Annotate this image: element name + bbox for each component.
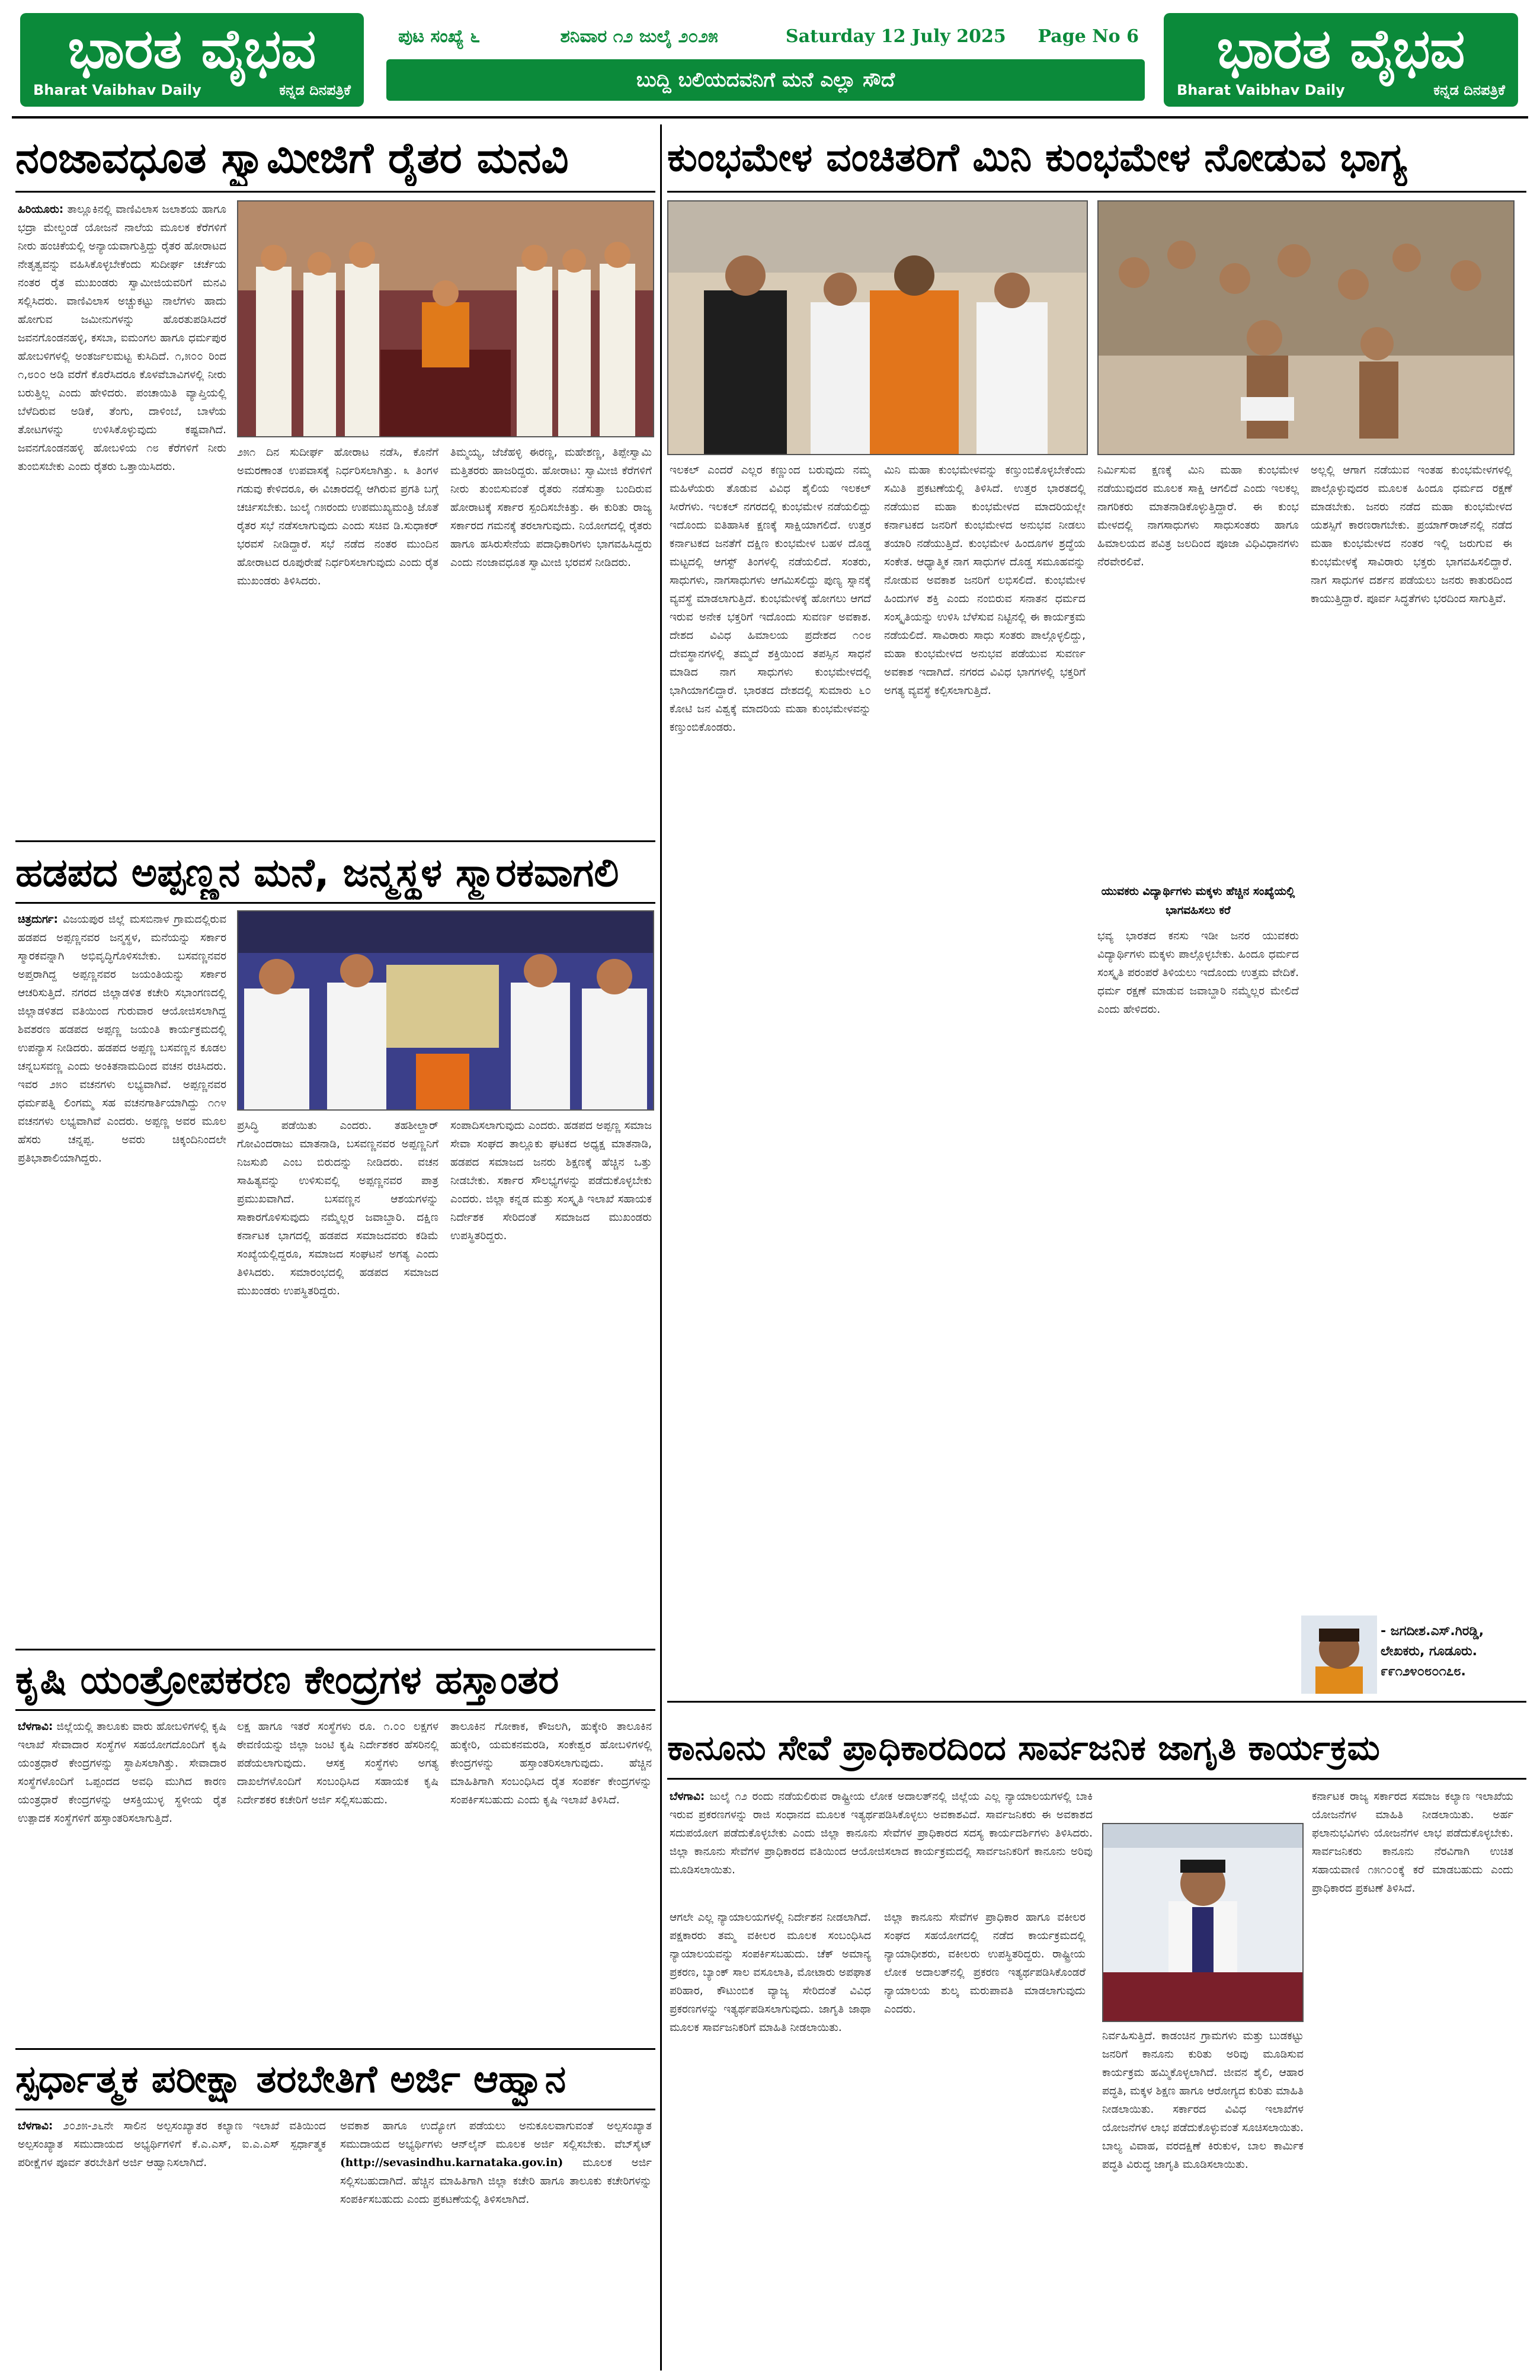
author-byline bbox=[1381, 1621, 1523, 1693]
river-bathing-crowd-photo-icon bbox=[1099, 201, 1513, 454]
headline-a5: ಕುಂಭಮೇಳ ವಂಚಿತರಿಗೆ ಮಿನಿ ಕುಂಭಮೇಳ ನೋಡುವ ಭಾಗ್ಯ bbox=[667, 135, 1407, 180]
masthead-english-name-right: Bharat Vaibhav Daily bbox=[1177, 82, 1345, 98]
slogan: ಬುದ್ದಿ ಬಲಿಯದವನಿಗೆ ಮನೆ ಎಲ್ಲಾ ಸೌದೆ bbox=[636, 68, 895, 92]
a4-column-1 bbox=[18, 2117, 326, 2366]
a5-column-2 bbox=[884, 461, 1086, 1700]
divider-a3-a4 bbox=[15, 2048, 655, 2050]
date-kn: ಶನಿವಾರ ೧೨ ಜುಲೈ ೨೦೨೫ bbox=[560, 25, 718, 47]
official-at-desk-photo-icon bbox=[1103, 1824, 1302, 2021]
a5-body-1: ಇಲಕಲ್ ಎಂದರೆ ಎಲ್ಲರ ಕಣ್ಣುಂದ ಬರುವುದು ನಮ್ಮ ಮಹಿಳೆಯರು ತೊಡುವ ವಿವಿಧ ಶೈಲಿಯ ಇಲಕಲ್ ಸೀರೆಗಳು. ಇಲಕಲ್ ನಗರದಲ್ಲಿ ಕುಂಭಮೇಳ ನಡೆಯಲಿದ್ದು ಇದೊಂದು ಐತಿಹಾಸಿಕ ಕ್ಷಣಕ್ಕೆ ಸಾಕ್ಷಿಯಾಗಲಿದೆ. ಉತ್ತರ ಕರ್ನಾಟಕದ ಜನತೆಗೆ ದಕ್ಷಿಣ ಕುಂಭಮೇಳ ಬಹಳ ದೊಡ್ಡ ಮಟ್ಟದಲ್ಲಿ ಆಗಸ್ಟ್ ತಿಂಗಳಲ್ಲಿ ನಡೆಯಲಿದೆ. ಸಂತರು, ಸಾಧುಗಳು, ನಾಗಸಾಧುಗಳು ಆಗಮಿಸಲಿದ್ದು ಪುಣ್ಯ ಸ್ನಾನಕ್ಕೆ ವ್ಯವಸ್ಥೆ ಮಾಡಲಾಗುತ್ತಿದೆ. ಕುಂಭಮೇಳಕ್ಕೆ ಹೋಗಲು ಆಗದೆ ಇರುವ ಅನೇಕ ಭಕ್ತರಿಗೆ ಇದೊಂದು ಸುವರ್ಣ ಅವಕಾಶ. ದೇಶದ ವಿವಿಧ ಹಿಮಾಲಯ ಪ್ರದೇಶದ ೧೦೮ ದೇವಸ್ಥಾನಗಳಲ್ಲಿ ತಮ್ಮದೆ ಶಕ್ತಿಯಿಂದ ತಪಸ್ಸಿನ ಸಾಧನೆ ಮಾಡಿದ ನಾಗ ಸಾಧುಗಳು ಕುಂಭಮೇಳದಲ್ಲಿ ಭಾಗಿಯಾಗಲಿದ್ದಾರೆ. ಭಾರತದ ದೇಶದಲ್ಲಿ ಸುಮಾರು ೬೦ ಕೋಟಿ ಜನ ವಿಶ್ವಕ್ಕೆ ಮಾದರಿಯ ಮಹಾ ಕುಂಭಮೇಳವನ್ನು ಕಣ್ತುಂಬಿಕೊಂಡರು. bbox=[670, 464, 871, 734]
a5-body-3b: ಭವ್ಯ ಭಾರತದ ಕನಸು ಇಡೀ ಜನರ ಯುವಕರು ವಿದ್ಯಾರ್ಥಿಗಳು ಮಕ್ಕಳು ಪಾಲ್ಗೊಳ್ಳಬೇಕು. ಹಿಂದೂ ಧರ್ಮದ ಸಂಸ್ಕೃತಿ ಪರಂಪರೆ ತಿಳಿಯಲು ಇದೊಂದು ಉತ್ತಮ ವೇದಿಕೆ. ಧರ್ಮ ರಕ್ಷಣೆ ಮಾಡುವ ಜವಾಬ್ದಾರಿ ನಮ್ಮೆಲ್ಲರ ಮೇಲಿದೆ ಎಂದು ಹೇಳಿದರು. bbox=[1097, 930, 1299, 1016]
saints-procession-photo-icon bbox=[668, 201, 1087, 454]
a2-photo bbox=[237, 910, 654, 1111]
a3-column-1 bbox=[18, 1717, 226, 2040]
a1-body-2: ೨೫೧ ದಿನ ಸುದೀರ್ಘ ಹೋರಾಟ ನಡೆಸಿ, ಕೊನೆಗೆ ಅಮರಣಾಂತ ಉಪವಾಸಕ್ಕೆ ನಿರ್ಧರಿಸಲಾಗಿತ್ತು. ೩ ತಿಂಗಳ ಗಡುವು ಕೇಳಿದರೂ, ಈ ವಿಚಾರದಲ್ಲಿ ಆಗಿರುವ ಪ್ರಗತಿ ಬಗ್ಗೆ ಚರ್ಚಿಸಬೇಕು. ಜುಲೈ ೧೫ರಂದು ಉಪಮುಖ್ಯಮಂತ್ರಿ ಜೊತೆ ರೈತರ ಸಭೆ ನಡೆಸಲಾಗುವುದು ಎಂದು ಸಚಿವ ಡಿ.ಸುಧಾಕರ್ ಭರವಸೆ ನೀಡಿದ್ದಾರೆ. ಸಭೆ ನಡೆದ ನಂತರ ಮುಂದಿನ ಹೋರಾಟದ ರೂಪುರೇಷೆ ನಿರ್ಧರಿಸಲಾಗುವುದು ಎಂದು ರೈತ ಮುಖಂಡರು ತಿಳಿಸಿದರು. bbox=[237, 446, 438, 587]
divider-a2-a3 bbox=[15, 1649, 655, 1650]
a4-body-2b: ಮೂಲಕ ಅರ್ಜಿ ಸಲ್ಲಿಸಬಹುದಾಗಿದೆ. ಹೆಚ್ಚಿನ ಮಾಹಿತಿಗಾಗಿ ಜಿಲ್ಲಾ ಕಚೇರಿ ಹಾಗೂ ತಾಲೂಕು ಕಚೇರಿಗಳನ್ನು ಸಂಪರ್ಕಿಸಬಹುದು ಎಂದು ಪ್ರಕಟಣೆಯಲ್ಲಿ ತಿಳಿಸಲಾಗಿದೆ. bbox=[340, 2157, 652, 2206]
masthead-tagline-right: ಕನ್ನಡ ದಿನಪತ್ರಿಕೆ bbox=[1433, 82, 1505, 98]
a5-photo-2 bbox=[1097, 200, 1515, 455]
author-role: ಲೇಖಕರು, ಗೂಡೂರು. bbox=[1381, 1644, 1478, 1659]
masthead-left bbox=[20, 13, 364, 107]
masthead-tagline: ಕನ್ನಡ ದಿನಪತ್ರಿಕೆ bbox=[279, 82, 351, 98]
page-number-en: Page No 6 bbox=[1038, 25, 1139, 47]
a4-dateline: ಬೆಳಗಾವಿ: bbox=[18, 2120, 53, 2132]
author-phone: ೯೯೧೨೪೦೮೦೧೭೮. bbox=[1381, 1664, 1466, 1679]
a6-body-1: ಜುಲೈ ೧೨ ರಂದು ನಡೆಯಲಿರುವ ರಾಷ್ಟ್ರೀಯ ಲೋಕ ಅದಾಲತ್‌ನಲ್ಲಿ ಜಿಲ್ಲೆಯ ಎಲ್ಲ ನ್ಯಾಯಾಲಯಗಳಲ್ಲಿ ಬಾಕಿ ಇರುವ ಪ್ರಕರಣಗಳನ್ನು ರಾಜಿ ಸಂಧಾನದ ಮೂಲಕ ಇತ್ಯರ್ಥಪಡಿಸಿಕೊಳ್ಳಲು ಅವಕಾಶವಿದೆ. ಸಾರ್ವಜನಿಕರು ಈ ಅವಕಾಶದ ಸದುಪಯೋಗ ಪಡೆದುಕೊಳ್ಳಬೇಕು ಎಂದು ಜಿಲ್ಲಾ ಕಾನೂನು ಸೇವೆಗಳ ಪ್ರಾಧಿಕಾರದ ಸದಸ್ಯ ಕಾರ್ಯದರ್ಶಿಗಳು ತಿಳಿಸಿದರು. ಜಿಲ್ಲಾ ಕಾನೂನು ಸೇವೆಗಳ ಪ್ರಾಧಿಕಾರದ ವತಿಯಿಂದ ಆಯೋಜಿಸಲಾದ ಕಾರ್ಯಕ್ರಮದಲ್ಲಿ ಸಾರ್ವಜನಿಕರಿಗೆ ಕಾನೂನು ಅರಿವು ಮೂಡಿಸಲಾಯಿತು. bbox=[670, 1790, 1093, 1876]
a5-body-3: ನಿರ್ಮಿಸುವ ಕ್ಷಣಕ್ಕೆ ಮಿನಿ ಮಹಾ ಕುಂಭಮೇಳ ನಡೆಯುವುದರ ಮೂಲಕ ಸಾಕ್ಷಿ ಆಗಲಿದೆ ಎಂದು ಇಲಕಲ್ಲ ನಾಗರಿಕರು ಮಾತನಾಡಿಕೊಳ್ಳುತ್ತಿದ್ದಾರೆ. ಈ ಕುಂಭ ಮೇಳದಲ್ಲಿ ನಾಗಸಾಧುಗಳು ಸಾಧುಸಂತರು ಹಾಗೂ ಹಿಮಾಲಯದ ಪವಿತ್ರ ಜಲದಿಂದ ಪೂಜಾ ವಿಧಿವಿಧಾನಗಳು ನೆರವೇರಲಿವೆ. bbox=[1097, 464, 1299, 568]
divider-a1-a2 bbox=[15, 840, 655, 842]
a2-body-1: ವಿಜಯಪುರ ಜಿಲ್ಲೆ ಮಸಬಿನಾಳ ಗ್ರಾಮದಲ್ಲಿರುವ ಹಡಪದ ಅಪ್ಪಣ್ಣನವರ ಜನ್ಮಸ್ಥಳ, ಮನೆಯನ್ನು ಸರ್ಕಾರ ಸ್ಮಾರಕವನ್ನಾಗಿ ಅಭಿವೃದ್ಧಿಗೊಳಿಸಬೇಕು. ಬಸವಣ್ಣನವರ ಅಪ್ತರಾಗಿದ್ದ ಅಪ್ಪಣ್ಣನವರ ಜಯಂತಿಯನ್ನು ಸರ್ಕಾರ ಆಚರಿಸುತ್ತಿದೆ. ನಗರದ ಜಿಲ್ಲಾಡಳಿತ ಕಚೇರಿ ಸಭಾಂಗಣದಲ್ಲಿ ಜಿಲ್ಲಾಡಳಿತದ ವತಿಯಿಂದ ಗುರುವಾರ ಆಯೋಜಿಸಲಾಗಿದ್ದ ಶಿವಶರಣ ಹಡಪದ ಅಪ್ಪಣ್ಣ ಜಯಂತಿ ಕಾರ್ಯಕ್ರಮದಲ್ಲಿ ಉಪನ್ಯಾಸ ನೀಡಿದರು. ಹಡಪದ ಅಪ್ಪಣ್ಣ ಬಸವಣ್ಣನ ಕೂಡಲ ಚನ್ನಬಸವಣ್ಣ ಎಂದು ಅಂಕಿತನಾಮದಿಂದ ವಚನ ರಚಿಸಿದರು. ಇವರ ೨೫೦ ವಚನಗಳು ಲಭ್ಯವಾಗಿವೆ. ಅಪ್ಪಣ್ಣನವರ ಧರ್ಮಪತ್ನಿ ಲಿಂಗಮ್ಮ ಸಹ ವಚನಗಾರ್ತಿಯಾಗಿದ್ದು ೧೧೪ ವಚನಗಳು ಲಭ್ಯವಾಗಿವೆ ಎಂದರು. ಅಪ್ಪಣ್ಣ ಅವರ ಮೂಲ ಹೆಸರು ಚನ್ನಪ್ಪ. ಅವರು ಚಿಕ್ಕಂದಿನಿಂದಲೇ ಪ್ರತಿಭಾಶಾಲಿಯಾಗಿದ್ದರು. bbox=[18, 913, 226, 1165]
a3-body-3: ತಾಲೂಕಿನ ಗೋಕಾಕ, ಕೌಜಲಗಿ, ಹುಕ್ಕೇರಿ ತಾಲೂಕಿನ ಹುಕ್ಕೇರಿ, ಯಮಕನಮರಡಿ, ಸಂಕೇಶ್ವರ ಹೋಬಳಿಗಳಲ್ಲಿ ಕೇಂದ್ರಗಳನ್ನು ಹಸ್ತಾಂತರಿಸಲಾಗುವುದು. ಹೆಚ್ಚಿನ ಮಾಹಿತಿಗಾಗಿ ಸಂಬಂಧಿಸಿದ ರೈತ ಸಂಪರ್ಕ ಕೇಂದ್ರಗಳನ್ನು ಸಂಪರ್ಕಿಸಬಹುದು ಎಂದು ಕೃಷಿ ಇಲಾಖೆ ತಿಳಿಸಿದೆ. bbox=[450, 1720, 652, 1806]
a1-dateline: ಹಿರಿಯೂರು: bbox=[18, 203, 64, 216]
a6-column-2 bbox=[670, 1908, 871, 2368]
a2-body-3: ಸಂಪಾದಿಸಲಾಗುವುದು ಎಂದರು. ಹಡಪದ ಅಪ್ಪಣ್ಣ ಸಮಾಜ ಸೇವಾ ಸಂಘದ ತಾಲ್ಲೂಕು ಘಟಕದ ಅಧ್ಯಕ್ಷ ಮಾತನಾಡಿ, ಹಡಪದ ಸಮಾಜದ ಜನರು ಶಿಕ್ಷಣಕ್ಕೆ ಹೆಚ್ಚಿನ ಒತ್ತು ನೀಡಬೇಕು. ಸರ್ಕಾರ ಸೌಲಭ್ಯಗಳನ್ನು ಪಡೆದುಕೊಳ್ಳಬೇಕು ಎಂದರು. ಜಿಲ್ಲಾ ಕನ್ನಡ ಮತ್ತು ಸಂಸ್ಕೃತಿ ಇಲಾಖೆ ಸಹಾಯಕ ನಿರ್ದೇಶಕ ಸೇರಿದಂತೆ ಸಮಾಜದ ಮುಖಂಡರು ಉಪಸ್ಥಿತರಿದ್ದರು. bbox=[450, 1119, 652, 1242]
a5-body-2: ಮಿನಿ ಮಹಾ ಕುಂಭಮೇಳವನ್ನು ಕಣ್ತುಂಬಿಕೊಳ್ಳಬೇಕೆಂದು ಸಮಿತಿ ಪ್ರಕಟಣೆಯಲ್ಲಿ ತಿಳಿಸಿದೆ. ಉತ್ತರ ಭಾರತದಲ್ಲಿ ನಡೆಯುವ ಮಹಾ ಕುಂಭಮೇಳದ ಮಾದರಿಯಲ್ಲೇ ಕರ್ನಾಟಕದ ಜನರಿಗೆ ಕುಂಭಮೇಳದ ಅನುಭವ ನೀಡಲು ತಯಾರಿ ನಡೆಯುತ್ತಿದೆ. ಕುಂಭಮೇಳ ಹಿಂದೂಗಳ ಶ್ರದ್ಧೆಯ ಸಂಕೇತ. ಆಧ್ಯಾತ್ಮಿಕ ನಾಗ ಸಾಧುಗಳ ದೊಡ್ಡ ಸಮೂಹವನ್ನು ನೋಡುವ ಅವಕಾಶ ಜನರಿಗೆ ಲಭಿಸಲಿದೆ. ಕುಂಭಮೇಳ ಹಿಂದುಗಳ ಶಕ್ತಿ ಎಂದು ನಂಬಿರುವ ಸನಾತನ ಧರ್ಮದ ಸಂಸ್ಕೃತಿಯನ್ನು ಉಳಿಸಿ ಬೆಳೆಸುವ ನಿಟ್ಟಿನಲ್ಲಿ ಈ ಕಾರ್ಯಕ್ರಮ ನಡೆಯಲಿದೆ. ಸಾವಿರಾರು ಸಾಧು ಸಂತರು ಪಾಲ್ಗೊಳ್ಳಲಿದ್ದು, ಮಹಾ ಕುಂಭಮೇಳದ ಅನುಭವ ಪಡೆಯುವ ಸುವರ್ಣ ಅವಕಾಶ ಇದಾಗಿದೆ. ನಗರದ ವಿವಿಧ ಭಾಗಗಳಲ್ಲಿ ಭಕ್ತರಿಗೆ ಅಗತ್ಯ ವ್ಯವಸ್ಥೆ ಕಲ್ಪಿಸಲಾಗುತ್ತಿದೆ. bbox=[884, 464, 1086, 697]
a6-body-2b: ಜಿಲ್ಲಾ ಕಾನೂನು ಸೇವೆಗಳ ಪ್ರಾಧಿಕಾರ ಹಾಗೂ ವಕೀಲರ ಸಂಘದ ಸಹಯೋಗದಲ್ಲಿ ನಡೆದ ಕಾರ್ಯಕ್ರಮದಲ್ಲಿ ನ್ಯಾಯಾಧೀಶರು, ವಕೀಲರು ಉಪಸ್ಥಿತರಿದ್ದರು. ರಾಷ್ಟ್ರೀಯ ಲೋಕ ಅದಾಲತ್‌ನಲ್ಲಿ ಪ್ರಕರಣ ಇತ್ಯರ್ಥಪಡಿಸಿಕೊಂಡರೆ ನ್ಯಾಯಾಲಯ ಶುಲ್ಕ ಮರುಪಾವತಿ ಮಾಡಲಾಗುವುದು ಎಂದರು. bbox=[884, 1911, 1086, 2016]
author-portrait-icon bbox=[1301, 1616, 1377, 1694]
a2-dateline: ಚಿತ್ರದುರ್ಗ: bbox=[18, 913, 58, 926]
a2-column-3 bbox=[450, 1117, 652, 1640]
a2-body-2: ಪ್ರಸಿದ್ಧಿ ಪಡೆಯಿತು ಎಂದರು. ತಹಶೀಲ್ದಾರ್ ಗೋವಿಂದರಾಜು ಮಾತನಾಡಿ, ಬಸವಣ್ಣನವರ ಅಪ್ಪಣ್ಣನಿಗೆ ನಿಜಸುಖಿ ಎಂಬ ಬಿರುದನ್ನು ನೀಡಿದರು. ವಚನ ಸಾಹಿತ್ಯವನ್ನು ಉಳಿಸುವಲ್ಲಿ ಅಪ್ಪಣ್ಣನವರ ಪಾತ್ರ ಪ್ರಮುಖವಾಗಿದೆ. ಬಸವಣ್ಣನ ಆಶಯಗಳನ್ನು ಸಾಕಾರಗೊಳಿಸುವುದು ನಮ್ಮೆಲ್ಲರ ಜವಾಬ್ದಾರಿ. ದಕ್ಷಿಣ ಕರ್ನಾಟಕ ಭಾಗದಲ್ಲಿ ಹಡಪದ ಸಮಾಜದವರು ಕಡಿಮೆ ಸಂಖ್ಯೆಯಲ್ಲಿದ್ದರೂ, ಸಮಾಜದ ಸಂಘಟನೆ ಅಗತ್ಯ ಎಂದು ತಿಳಿಸಿದರು. ಸಮಾರಂಭದಲ್ಲಿ ಹಡಪದ ಸಮಾಜದ ಮುಖಂಡರು ಉಪಸ್ಥಿತರಿದ್ದರು. bbox=[237, 1119, 438, 1297]
headline-a6: ಕಾನೂನು ಸೇವೆ ಪ್ರಾಧಿಕಾರದಿಂದ ಸಾರ್ವಜನಿಕ ಜಾಗೃತಿ ಕಾರ್ಯಕ್ರಮ bbox=[667, 1728, 1380, 1768]
a5-body-4: ಅಲ್ಲಲ್ಲಿ ಆಗಾಗ ನಡೆಯುವ ಇಂತಹ ಕುಂಭಮೇಳಗಳಲ್ಲಿ ಪಾಲ್ಗೊಳ್ಳುವುದರ ಮೂಲಕ ಹಿಂದೂ ಧರ್ಮದ ರಕ್ಷಣೆ ಮಾಡಬೇಕು. ಜನರು ನಡೆದ ಮಹಾ ಕುಂಭಮೇಳದ ಯಶಸ್ಸಿಗೆ ಕಾರಣರಾಗಬೇಕು. ಪ್ರಯಾಗ್‌ರಾಜ್‌ನಲ್ಲಿ ನಡೆದ ಮಹಾ ಕುಂಭಮೇಳದ ನಂತರ ಇಲ್ಲಿ ಜರುಗುವ ಈ ಕುಂಭಮೇಳಕ್ಕೆ ಸಾವಿರಾರು ಭಕ್ತರು ಭಾಗವಹಿಸಲಿದ್ದಾರೆ. ನಾಗ ಸಾಧುಗಳ ದರ್ಶನ ಪಡೆಯಲು ಜನರು ಕಾತುರದಿಂದ ಕಾಯುತ್ತಿದ್ದಾರೆ. ಪೂರ್ವ ಸಿದ್ಧತೆಗಳು ಭರದಿಂದ ಸಾಗುತ್ತಿವೆ. bbox=[1311, 464, 1512, 605]
a6-body-4: ಕರ್ನಾಟಕ ರಾಜ್ಯ ಸರ್ಕಾರದ ಸಮಾಜ ಕಲ್ಯಾಣ ಇಲಾಖೆಯ ಯೋಜನೆಗಳ ಮಾಹಿತಿ ನೀಡಲಾಯಿತು. ಅರ್ಹ ಫಲಾನುಭವಿಗಳು ಯೋಜನೆಗಳ ಲಾಭ ಪಡೆದುಕೊಳ್ಳಬೇಕು. ಸಾರ್ವಜನಿಕರು ಕಾನೂನು ನೆರವಿಗಾಗಿ ಉಚಿತ ಸಹಾಯವಾಣಿ ೧೫೧೦೦ಕ್ಕೆ ಕರೆ ಮಾಡಬಹುದು ಎಂದು ಪ್ರಾಧಿಕಾರದ ಪ್ರಕಟಣೆ ತಿಳಿಸಿದೆ. bbox=[1312, 1790, 1513, 1895]
a4-body-1: ೨೦೨೫-೨೬ನೇ ಸಾಲಿನ ಅಲ್ಪಸಂಖ್ಯಾತರ ಕಲ್ಯಾಣ ಇಲಾಖೆ ವತಿಯಿಂದ ಅಲ್ಪಸಂಖ್ಯಾತ ಸಮುದಾಯದ ಅಭ್ಯರ್ಥಿಗಳಿಗೆ ಕೆ.ಎ.ಎಸ್, ಐ.ಎ.ಎಸ್ ಸ್ಪರ್ಧಾತ್ಮಕ ಪರೀಕ್ಷೆಗಳ ಪೂರ್ವ ತರಬೇತಿಗೆ ಅರ್ಜಿ ಆಹ್ವಾನಿಸಲಾಗಿದೆ. bbox=[18, 2120, 326, 2169]
a6-column-4 bbox=[1312, 1787, 1513, 2368]
a1-body-3: ತಿಮ್ಮಯ್ಯ, ಜೆಜೆಹಳ್ಳಿ ಈರಣ್ಣ, ಮಹೇಶಣ್ಣ, ತಿಪ್ಪೇಸ್ವಾಮಿ ಮತ್ತಿತರರು ಹಾಜರಿದ್ದರು. ಹೋರಾಟ: ಸ್ವಾಮೀಜಿ ಕೆರೆಗಳಿಗೆ ನೀರು ತುಂಬಿಸುವಂತೆ ರೈತರು ನಡೆಸುತ್ತಾ ಬಂದಿರುವ ಹೋರಾಟಕ್ಕೆ ಸರ್ಕಾರ ಸ್ಪಂದಿಸಬೇಕಿತ್ತು. ಈ ಕುರಿತು ರಾಜ್ಯ ಸರ್ಕಾರದ ಗಮನಕ್ಕೆ ತರಲಾಗುವುದು. ನಿಯೋಗದಲ್ಲಿ ರೈತರು ಹಾಗೂ ಹಸಿರುಸೇನೆಯ ಪದಾಧಿಕಾರಿಗಳು ಭಾಗವಹಿಸಿದ್ದರು ಎಂದು ನಂಜಾವಧೂತ ಸ್ವಾಮೀಜಿ ಭರವಸೆ ನೀಡಿದರು. bbox=[450, 446, 652, 569]
a5-column-3b bbox=[1097, 927, 1299, 1698]
a1-column-1 bbox=[18, 200, 226, 833]
ceremony-photo-icon bbox=[238, 911, 653, 1109]
a6-column-3 bbox=[1102, 2027, 1304, 2368]
headline-a4: ಸ್ಪರ್ಧಾತ್ಮಕ ಪರೀಕ್ಷಾ ತರಬೇತಿಗೆ ಅರ್ಜಿ ಆಹ್ವಾನ bbox=[15, 2058, 566, 2101]
author-photo bbox=[1301, 1616, 1377, 1694]
group-meeting-photo-icon bbox=[238, 201, 653, 436]
masthead-right bbox=[1164, 13, 1518, 107]
a5-column-3 bbox=[1097, 461, 1299, 876]
a6-photo bbox=[1102, 1823, 1304, 2022]
masthead-divider bbox=[12, 116, 1528, 119]
a2-column-2 bbox=[237, 1117, 438, 1640]
a5-column-4 bbox=[1311, 461, 1512, 1623]
rule-a4 bbox=[15, 2109, 655, 2110]
a4-column-2 bbox=[340, 2117, 652, 2366]
a5-photo-1 bbox=[667, 200, 1088, 455]
divider-a5-a6 bbox=[667, 1701, 1526, 1703]
a4-link[interactable]: (http://sevasindhu.karnataka.gov.in) bbox=[340, 2157, 564, 2169]
header-strip bbox=[386, 15, 1145, 57]
a1-body-1: ತಾಲ್ಲೂಕಿನಲ್ಲಿ ವಾಣಿವಿಲಾಸ ಜಲಾಶಯ ಹಾಗೂ ಭದ್ರಾ ಮೇಲ್ದಂಡೆ ಯೋಜನೆ ನಾಲೆಯ ಮೂಲಕ ಕೆರೆಗಳಿಗೆ ನೀರು ಹಂಚಿಕೆಯಲ್ಲಿ ಅನ್ಯಾಯವಾಗುತ್ತಿದ್ದು ರೈತರ ಹೋರಾಟದ ನೇತೃತ್ವವನ್ನು ವಹಿಸಿಕೊಳ್ಳಬೇಕೆಂದು ಸುದೀರ್ಘ ಚರ್ಚೆಯ ನಂತರ ರೈತ ಮುಖಂಡರು ಸ್ವಾಮೀಜಿಯವರಿಗೆ ಮನವಿ ಸಲ್ಲಿಸಿದರು. ವಾಣಿವಿಲಾಸ ಅಚ್ಚುಕಟ್ಟು ನಾಲೆಗಳು ಹಾದು ಹೋಗುವ ಜಮೀನುಗಳನ್ನು ಹೊರತುಪಡಿಸಿದರೆ ಜವನಗೊಂಡನಹಳ್ಳಿ, ಕಸಬಾ, ಐಮಂಗಲ ಹಾಗೂ ಧರ್ಮಪುರ ಹೋಬಳಿಗಳಲ್ಲಿ ಅಂತರ್ಜಲಮಟ್ಟ ಕುಸಿದಿದೆ. ೧,೫೦೦ ರಿಂದ ೧,೮೦೦ ಅಡಿ ವರೆಗೆ ಕೊರೆಸಿದರೂ ಕೊಳವೆಬಾವಿಗಳಲ್ಲಿ ನೀರು ಬರುತ್ತಿಲ್ಲ ಎಂದು ಹೇಳಿದರು. ಪಂಚಾಯಿತಿ ವ್ಯಾಪ್ತಿಯಲ್ಲಿ ಬೆಳೆದಿರುವ ಅಡಿಕೆ, ತೆಂಗು, ದಾಳಿಂಬೆ, ಬಾಳೆಯ ತೋಟಗಳನ್ನು ಉಳಿಸಿಕೊಳ್ಳುವುದು ಕಷ್ಟವಾಗಿದೆ. ಜವನಗೊಂಡನಹಳ್ಳಿ ಹೋಬಳಿಯ ೧೮ ಕೆರೆಗಳಿಗೆ ನೀರು ತುಂಬಿಸಬೇಕು ಎಂದು ರೈತರು ಒತ್ತಾಯಿಸಿದರು. bbox=[18, 203, 226, 473]
a6-column-1 bbox=[670, 1787, 1093, 1906]
rule-a6 bbox=[667, 1778, 1526, 1780]
rule-a2 bbox=[15, 902, 655, 904]
headline-a3: ಕೃಷಿ ಯಂತ್ರೋಪಕರಣ ಕೇಂದ್ರಗಳ ಹಸ್ತಾಂತರ bbox=[15, 1657, 559, 1703]
masthead-title: ಭಾರತ ವೈಭವ bbox=[68, 17, 316, 81]
a5-subhead: ಯುವಕರು ವಿದ್ಯಾರ್ಥಿಗಳು ಮಕ್ಕಳು ಹೆಚ್ಚಿನ ಸಂಖ್ಯೆಯಲ್ಲಿ ಭಾಗವಹಿಸಲು ಕರೆ bbox=[1101, 885, 1295, 917]
a3-column-3 bbox=[450, 1717, 652, 2040]
masthead-english-name: Bharat Vaibhav Daily bbox=[33, 82, 201, 98]
headline-a1: ನಂಜಾವಧೂತ ಸ್ವಾಮೀಜಿಗೆ ರೈತರ ಮನವಿ bbox=[15, 133, 569, 183]
center-column-divider bbox=[660, 124, 662, 2371]
a1-column-3 bbox=[450, 443, 652, 833]
masthead-title-right: ಭಾರತ ವೈಭವ bbox=[1216, 17, 1465, 81]
rule-a1 bbox=[15, 191, 655, 193]
author-name: - ಜಗದೀಶ.ಎಸ್.ಗಿರಡ್ಡಿ, bbox=[1381, 1624, 1484, 1639]
a5-column-1 bbox=[670, 461, 871, 1700]
a3-body-1: ಜಿಲ್ಲೆಯಲ್ಲಿ ತಾಲೂಕು ವಾರು ಹೋಬಳಿಗಳಲ್ಲಿ ಕೃಷಿ ಇಲಾಖೆ ಸೇವಾದಾರ ಸಂಸ್ಥೆಗಳ ಸಹಯೋಗದೊಂದಿಗೆ ಕೃಷಿ ಯಂತ್ರಧಾರೆ ಕೇಂದ್ರಗಳನ್ನು ಸ್ಥಾಪಿಸಲಾಗಿತ್ತು. ಸೇವಾದಾರ ಸಂಸ್ಥೆಗಳೊಂದಿಗೆ ಒಪ್ಪಂದದ ಅವಧಿ ಮುಗಿದ ಕಾರಣ ಯಂತ್ರಧಾರೆ ಕೇಂದ್ರಗಳನ್ನು ಆಸಕ್ತಿಯುಳ್ಳ ಸ್ಥಳೀಯ ರೈತ ಉತ್ಪಾದಕ ಸಂಸ್ಥೆಗಳಿಗೆ ಹಸ್ತಾಂತರಿಸಲಾಗುತ್ತಿದೆ. bbox=[18, 1720, 226, 1825]
a3-dateline: ಬೆಳಗಾವಿ: bbox=[18, 1720, 53, 1733]
a6-body-3: ನಿರ್ವಹಿಸುತ್ತಿದೆ. ಕಾಡಂಚಿನ ಗ್ರಾಮಗಳು ಮತ್ತು ಬುಡಕಟ್ಟು ಜನರಿಗೆ ಕಾನೂನು ಕುರಿತು ಅರಿವು ಮೂಡಿಸುವ ಕಾರ್ಯಕ್ರಮ ಹಮ್ಮಿಕೊಳ್ಳಲಾಗಿದೆ. ಜೀವನ ಶೈಲಿ, ಆಹಾರ ಪದ್ಧತಿ, ಮಕ್ಕಳ ಶಿಕ್ಷಣ ಹಾಗೂ ಆರೋಗ್ಯದ ಕುರಿತು ಮಾಹಿತಿ ನೀಡಲಾಯಿತು. ಸರ್ಕಾರದ ವಿವಿಧ ಇಲಾಖೆಗಳ ಯೋಜನೆಗಳ ಲಾಭ ಪಡೆದುಕೊಳ್ಳುವಂತೆ ಸೂಚಿಸಲಾಯಿತು. ಬಾಲ್ಯ ವಿವಾಹ, ವರದಕ್ಷಿಣೆ ಕಿರುಕುಳ, ಬಾಲ ಕಾರ್ಮಿಕ ಪದ್ಧತಿ ವಿರುದ್ಧ ಜಾಗೃತಿ ಮೂಡಿಸಲಾಯಿತು. bbox=[1102, 2030, 1304, 2171]
rule-a3 bbox=[15, 1709, 655, 1711]
headline-a2: ಹಡಪದ ಅಪ್ಪಣ್ಣನ ಮನೆ, ಜನ್ಮಸ್ಥಳ ಸ್ಮಾರಕವಾಗಲಿ bbox=[15, 850, 619, 895]
a3-column-2 bbox=[237, 1717, 438, 2040]
a6-body-2: ಆಗಲೇ ಎಲ್ಲ ನ್ಯಾಯಾಲಯಗಳಲ್ಲಿ ನಿರ್ದೇಶನ ನೀಡಲಾಗಿದೆ. ಪಕ್ಷಕಾರರು ತಮ್ಮ ವಕೀಲರ ಮೂಲಕ ಸಂಬಂಧಿಸಿದ ನ್ಯಾಯಾಲಯವನ್ನು ಸಂಪರ್ಕಿಸಬಹುದು. ಚೆಕ್ ಅಮಾನ್ಯ ಪ್ರಕರಣ, ಬ್ಯಾಂಕ್ ಸಾಲ ವಸೂಲಾತಿ, ಮೋಟಾರು ಅಪಘಾತ ಪರಿಹಾರ, ಕೌಟುಂಬಿಕ ವ್ಯಾಜ್ಯ ಸೇರಿದಂತೆ ವಿವಿಧ ಪ್ರಕರಣಗಳನ್ನು ಇತ್ಯರ್ಥಪಡಿಸಲಾಗುವುದು. ಜಾಗೃತಿ ಜಾಥಾ ಮೂಲಕ ಸಾರ್ವಜನಿಕರಿಗೆ ಮಾಹಿತಿ ನೀಡಲಾಯಿತು. bbox=[670, 1911, 871, 2034]
a4-body-2: ಅವಕಾಶ ಹಾಗೂ ಉದ್ಯೋಗ ಪಡೆಯಲು ಅನುಕೂಲವಾಗುವಂತೆ ಅಲ್ಪಸಂಖ್ಯಾತ ಸಮುದಾಯದ ಅಭ್ಯರ್ಥಿಗಳು ಆನ್‌ಲೈನ್ ಮೂಲಕ ಅರ್ಜಿ ಸಲ್ಲಿಸಬೇಕು. ವೆಬ್‌ಸೈಟ್ bbox=[340, 2120, 652, 2151]
a6-dateline: ಬೆಳಗಾವಿ: bbox=[670, 1790, 705, 1803]
a1-photo bbox=[237, 200, 654, 437]
a5-subhead-box bbox=[1097, 882, 1299, 923]
slogan-bar bbox=[386, 59, 1145, 101]
date-en: Saturday 12 July 2025 bbox=[785, 25, 1006, 47]
a3-body-2: ಲಕ್ಷ ಹಾಗೂ ಇತರೆ ಸಂಸ್ಥೆಗಳು ರೂ. ೧.೦೦ ಲಕ್ಷಗಳ ಠೇವಣಿಯನ್ನು ಜಿಲ್ಲಾ ಜಂಟಿ ಕೃಷಿ ನಿರ್ದೇಶಕರ ಹೆಸರಿನಲ್ಲಿ ಪಡೆಯಲಾಗುವುದು. ಆಸಕ್ತ ಸಂಸ್ಥೆಗಳು ಅಗತ್ಯ ದಾಖಲೆಗಳೊಂದಿಗೆ ಸಂಬಂಧಿಸಿದ ಸಹಾಯಕ ಕೃಷಿ ನಿರ್ದೇಶಕರ ಕಚೇರಿಗೆ ಅರ್ಜಿ ಸಲ್ಲಿಸಬಹುದು. bbox=[237, 1720, 438, 1806]
a6-column-2b bbox=[884, 1908, 1086, 2368]
rule-a5 bbox=[667, 191, 1526, 193]
a1-column-2 bbox=[237, 443, 438, 833]
a2-column-1 bbox=[18, 910, 226, 1640]
page-number-kn: ಪುಟ ಸಂಖ್ಯೆ ೬ bbox=[398, 25, 481, 47]
